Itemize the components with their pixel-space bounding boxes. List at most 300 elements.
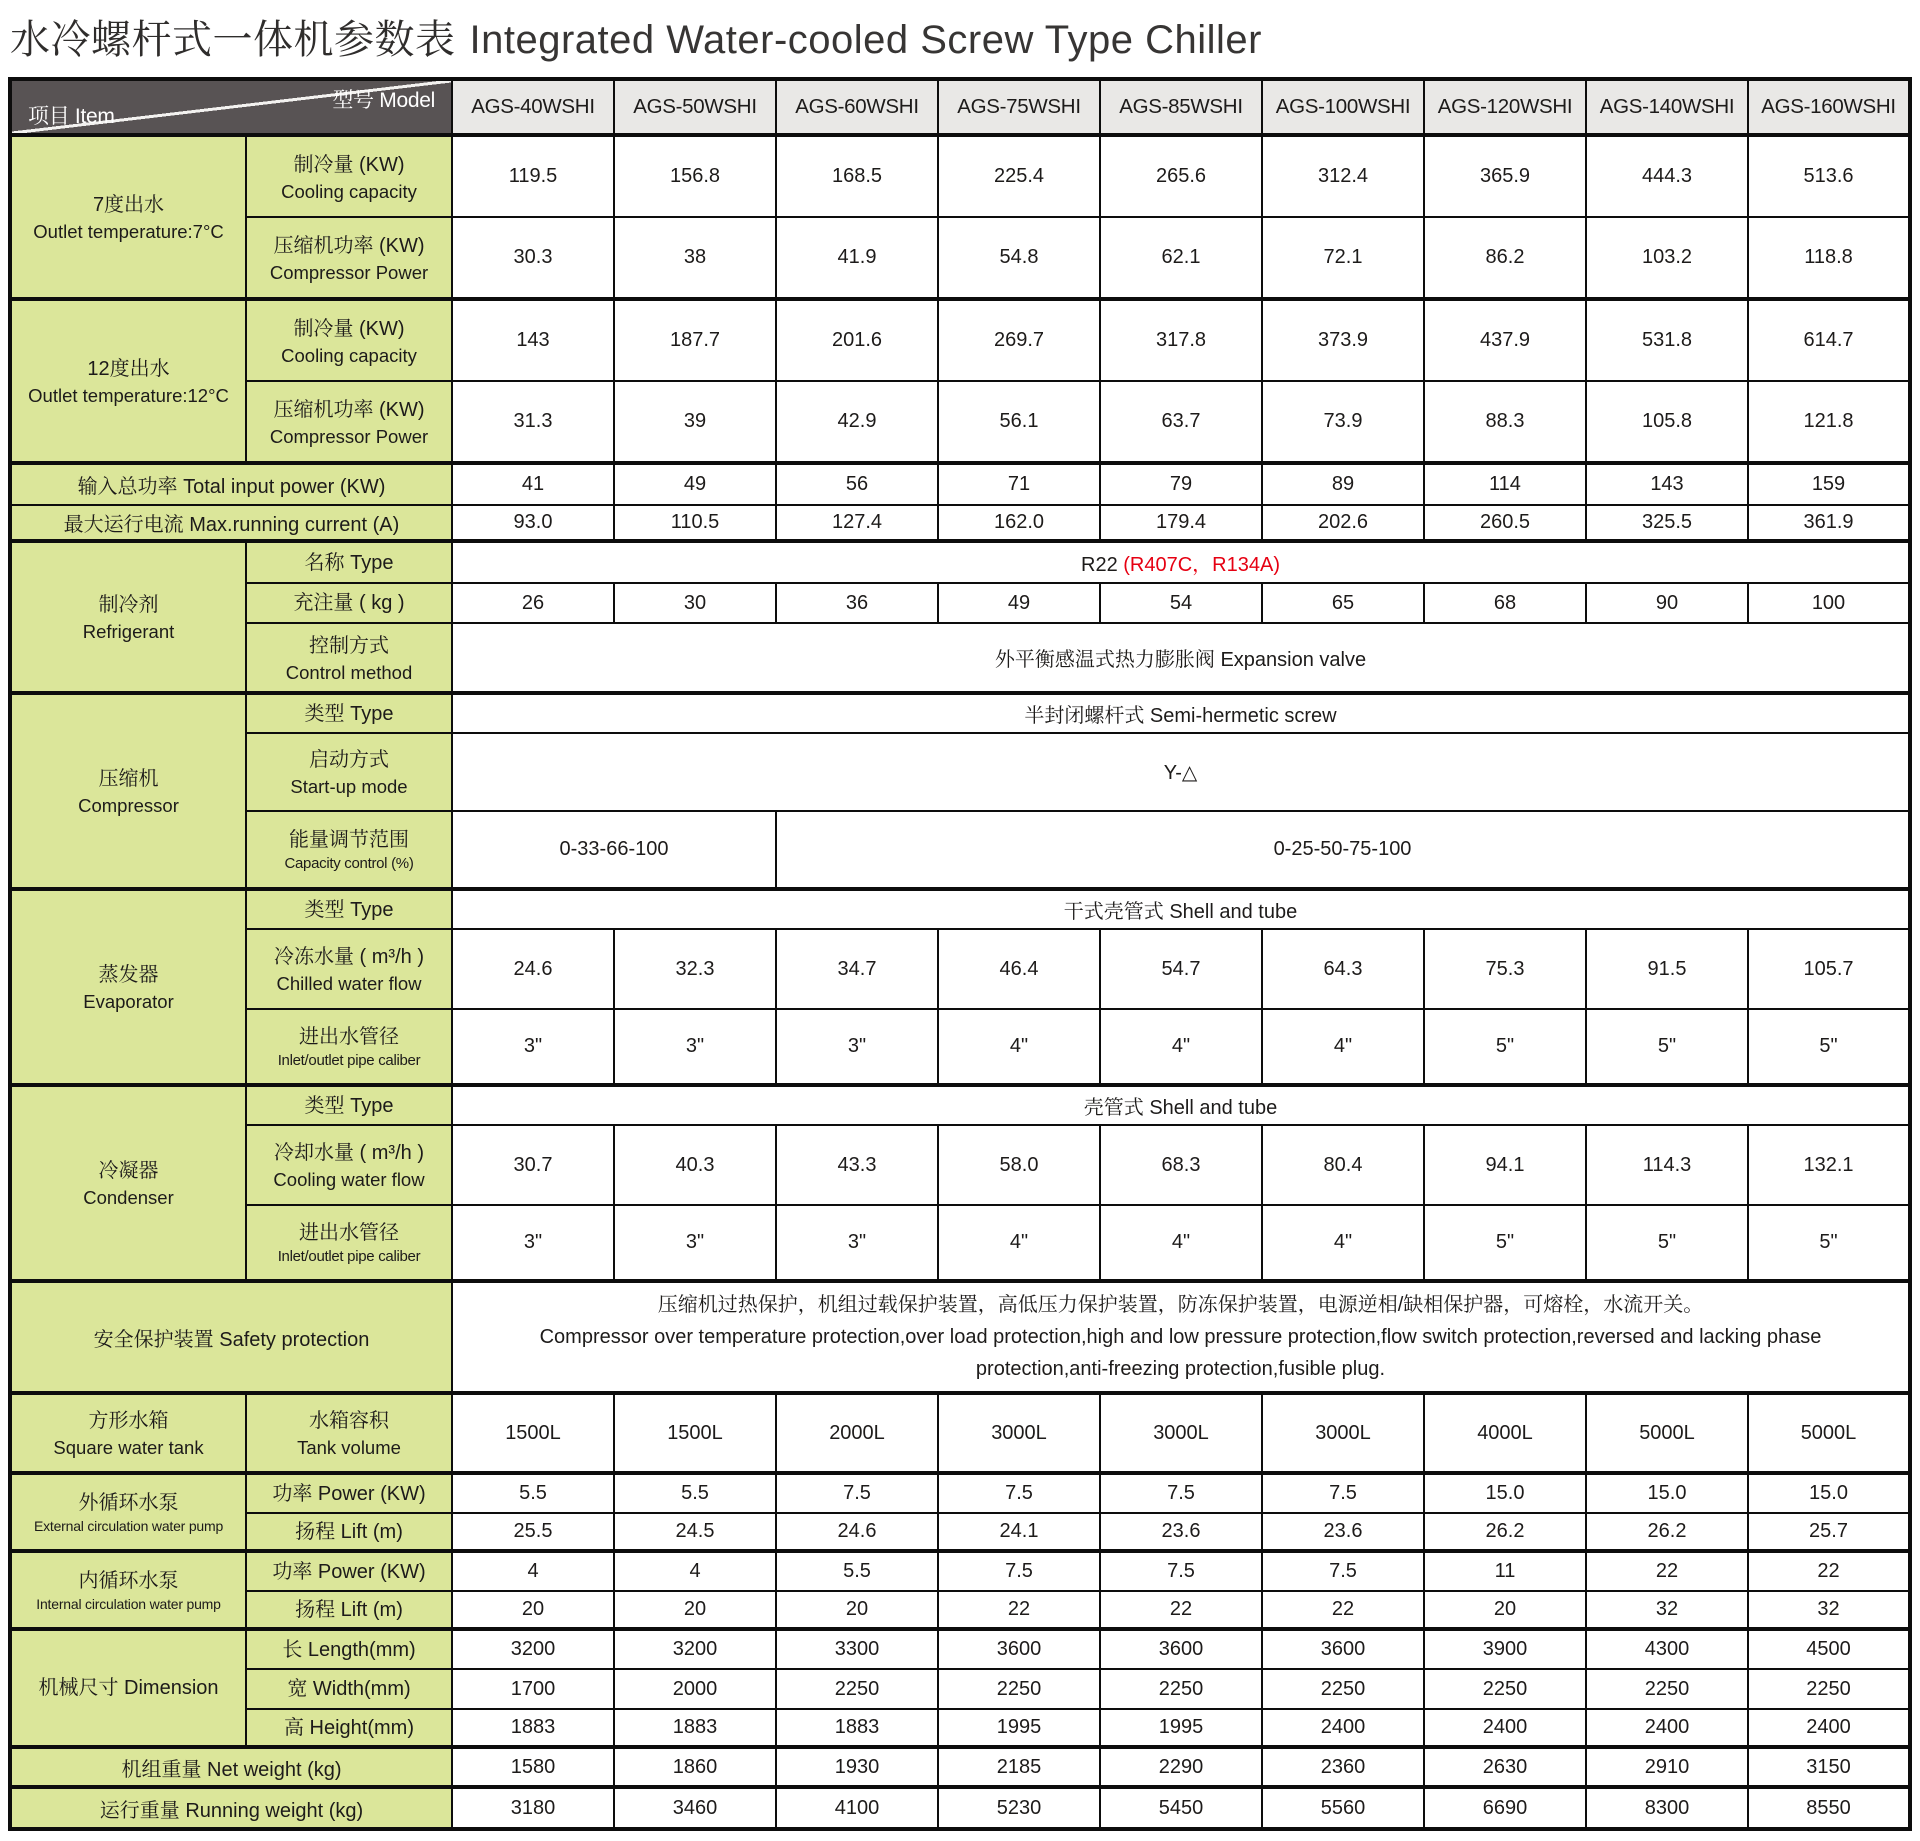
value-cell: 187.7	[614, 299, 776, 381]
value-cell: 26.2	[1424, 1513, 1586, 1551]
value-cell: 2250	[938, 1669, 1100, 1709]
table-row	[10, 889, 1910, 929]
value-cell: 2250	[1586, 1669, 1748, 1709]
model-header: AGS-160WSHI	[1748, 79, 1910, 135]
value-cell: 179.4	[1100, 505, 1262, 541]
value-cell: 半封闭螺杆式 Semi-hermetic screw	[452, 693, 1910, 733]
value-cell: 22	[1262, 1591, 1424, 1629]
value-cell: 86.2	[1424, 217, 1586, 299]
item-group-label	[10, 135, 246, 299]
value-cell: 2250	[776, 1669, 938, 1709]
value-cell: 5.5	[614, 1473, 776, 1513]
sub-label-zh: 制冷量 (KW)	[293, 317, 405, 340]
value-cell: 75.3	[1424, 929, 1586, 1009]
value-cell: 156.8	[614, 135, 776, 217]
value-cell: 64.3	[1262, 929, 1424, 1009]
item-label: 运行重量 Running weight (kg)	[10, 1787, 452, 1829]
sub-label-zh: 名称 Type	[304, 551, 394, 574]
sub-label-zh: 启动方式	[309, 749, 389, 772]
value-cell: 6690	[1424, 1787, 1586, 1829]
sub-label-en: Compressor Power	[269, 425, 429, 447]
value-cell: 5230	[938, 1787, 1100, 1829]
value-cell: 56	[776, 463, 938, 505]
value-cell: 531.8	[1586, 299, 1748, 381]
item-sub-label	[246, 381, 452, 463]
value-cell: 49	[938, 583, 1100, 623]
spec-table-body	[10, 135, 1910, 1829]
table-row	[10, 1205, 1910, 1281]
value-cell: 1883	[776, 1709, 938, 1747]
sub-label-zh: 功率 Power (KW)	[272, 1560, 426, 1583]
page-title-zh: 水冷螺杆式一体机参数表	[10, 18, 456, 62]
table-row	[10, 1513, 1910, 1551]
group-label-en: Evaporator	[83, 991, 174, 1013]
spec-table	[8, 77, 1912, 1831]
value-part: R22	[1081, 554, 1124, 576]
value-cell: 23.6	[1262, 1513, 1424, 1551]
sub-label-zh: 进出水管径	[299, 1222, 399, 1245]
sub-label-zh: 扬程 Lift (m)	[295, 1598, 403, 1621]
value-cell: 7.5	[1100, 1551, 1262, 1591]
value-cell: 62.1	[1100, 217, 1262, 299]
value-cell: 68	[1424, 583, 1586, 623]
value-cell: 143	[452, 299, 614, 381]
table-row	[10, 1709, 1910, 1747]
value-cell: 2400	[1748, 1709, 1910, 1747]
sub-label-en: Inlet/outlet pipe caliber	[277, 1248, 421, 1266]
value-line: 压缩机过热保护，机组过载保护装置，高低压力保护装置，防冻保护装置，电源逆相/缺相保护器，可熔栓，水流开关。	[657, 1294, 1704, 1316]
sub-label-zh: 压缩机功率 (KW)	[273, 234, 425, 257]
table-row	[10, 299, 1910, 381]
value-cell: Y-△	[452, 733, 1910, 811]
item-group-label	[10, 1085, 246, 1281]
value-cell: 2000	[614, 1669, 776, 1709]
value-cell: 41	[452, 463, 614, 505]
value-cell: 437.9	[1424, 299, 1586, 381]
value-cell: 7.5	[1100, 1473, 1262, 1513]
table-row	[10, 505, 1910, 541]
sub-label-zh: 宽 Width(mm)	[287, 1678, 411, 1700]
item-sub-label	[246, 299, 452, 381]
value-cell: 2630	[1424, 1747, 1586, 1787]
value-cell: 90	[1586, 583, 1748, 623]
item-group-label	[10, 1629, 246, 1747]
table-row	[10, 1009, 1910, 1085]
table-row	[10, 623, 1910, 693]
value-cell: 114	[1424, 463, 1586, 505]
sub-label-en: Capacity control (%)	[284, 855, 414, 873]
value-cell: 5"	[1586, 1205, 1748, 1281]
sub-label-zh: 冷冻水量 ( m³/h )	[274, 946, 424, 969]
group-label-zh: 12度出水	[87, 358, 170, 381]
group-label-en: Square water tank	[53, 1437, 204, 1459]
value-cell: 2250	[1262, 1669, 1424, 1709]
value-cell: 22	[938, 1591, 1100, 1629]
value-cell: 15.0	[1424, 1473, 1586, 1513]
sub-label-en: Chilled water flow	[276, 973, 422, 995]
value-cell: 100	[1748, 583, 1910, 623]
table-row	[10, 733, 1910, 811]
model-header: AGS-60WSHI	[776, 79, 938, 135]
value-cell: 7.5	[1262, 1551, 1424, 1591]
value-cell: 1883	[452, 1709, 614, 1747]
value-cell: 80.4	[1262, 1125, 1424, 1205]
table-row	[10, 1551, 1910, 1591]
value-cell: 260.5	[1424, 505, 1586, 541]
item-label: 机组重量 Net weight (kg)	[10, 1747, 452, 1787]
value-cell: 79	[1100, 463, 1262, 505]
value-cell: 20	[776, 1591, 938, 1629]
value-cell: 58.0	[938, 1125, 1100, 1205]
model-header: AGS-50WSHI	[614, 79, 776, 135]
value-cell: 5.5	[776, 1551, 938, 1591]
model-header: AGS-120WSHI	[1424, 79, 1586, 135]
value-cell: 2910	[1586, 1747, 1748, 1787]
sub-label-en: Cooling capacity	[281, 344, 417, 366]
value-cell: 54.8	[938, 217, 1100, 299]
value-cell: 119.5	[452, 135, 614, 217]
group-label-en: Outlet temperature:7°C	[33, 221, 224, 243]
value-cell: 3200	[614, 1629, 776, 1669]
value-cell: 24.5	[614, 1513, 776, 1551]
value-cell: 68.3	[1100, 1125, 1262, 1205]
corner-header-cell	[10, 79, 452, 135]
model-header: AGS-100WSHI	[1262, 79, 1424, 135]
value-cell: 7.5	[938, 1473, 1100, 1513]
item-sub-label	[246, 583, 452, 623]
value-cell: 11	[1424, 1551, 1586, 1591]
value-cell: 269.7	[938, 299, 1100, 381]
value-cell: 4	[452, 1551, 614, 1591]
model-header: AGS-140WSHI	[1586, 79, 1748, 135]
value-cell: 2400	[1586, 1709, 1748, 1747]
value-cell: 25.5	[452, 1513, 614, 1551]
value-cell: 103.2	[1586, 217, 1748, 299]
table-row	[10, 1669, 1910, 1709]
table-row	[10, 811, 1910, 889]
value-cell: 40.3	[614, 1125, 776, 1205]
item-label: 最大运行电流 Max.running current (A)	[10, 505, 452, 541]
value-cell: 30.3	[452, 217, 614, 299]
model-header: AGS-40WSHI	[452, 79, 614, 135]
value-cell: 201.6	[776, 299, 938, 381]
value-cell: 32	[1586, 1591, 1748, 1629]
value-cell: 1995	[1100, 1709, 1262, 1747]
model-header: AGS-85WSHI	[1100, 79, 1262, 135]
value-cell	[452, 1281, 1910, 1393]
value-cell: 1500L	[452, 1393, 614, 1473]
value-cell: 0-33-66-100	[452, 811, 776, 889]
value-cell: 20	[1424, 1591, 1586, 1629]
table-row	[10, 1125, 1910, 1205]
table-row	[10, 1281, 1910, 1393]
item-sub-label	[246, 929, 452, 1009]
value-cell: 外平衡感温式热力膨胀阀 Expansion valve	[452, 623, 1910, 693]
value-cell: 3900	[1424, 1629, 1586, 1669]
value-part-red: (R407C，R134A)	[1123, 554, 1280, 576]
value-cell: 121.8	[1748, 381, 1910, 463]
item-sub-label	[246, 541, 452, 583]
table-row	[10, 1591, 1910, 1629]
group-label-en: Internal circulation water pump	[36, 1596, 221, 1613]
value-cell: 7.5	[776, 1473, 938, 1513]
value-cell: 3600	[938, 1629, 1100, 1669]
sub-label-zh: 充注量 ( kg )	[293, 592, 405, 614]
table-row	[10, 217, 1910, 299]
item-sub-label	[246, 1125, 452, 1205]
item-sub-label	[246, 1393, 452, 1473]
value-cell: 5450	[1100, 1787, 1262, 1829]
item-sub-label	[246, 1629, 452, 1669]
item-group-label	[10, 1473, 246, 1551]
sub-label-en: Inlet/outlet pipe caliber	[277, 1052, 421, 1070]
value-cell: 22	[1586, 1551, 1748, 1591]
table-row	[10, 1747, 1910, 1787]
value-cell: 162.0	[938, 505, 1100, 541]
item-sub-label	[246, 135, 452, 217]
value-cell: 30	[614, 583, 776, 623]
value-cell: 1500L	[614, 1393, 776, 1473]
sub-label-zh: 扬程 Lift (m)	[295, 1520, 403, 1543]
value-cell: 5"	[1586, 1009, 1748, 1085]
value-cell: 444.3	[1586, 135, 1748, 217]
group-label-zh: 方形水箱	[88, 1410, 169, 1433]
value-cell: 22	[1100, 1591, 1262, 1629]
value-cell: 105.7	[1748, 929, 1910, 1009]
value-cell: 54.7	[1100, 929, 1262, 1009]
value-cell: 93.0	[452, 505, 614, 541]
value-cell: 5"	[1748, 1205, 1910, 1281]
table-row	[10, 463, 1910, 505]
sub-label-en: Control method	[285, 661, 413, 683]
value-cell: 7.5	[938, 1551, 1100, 1591]
value-cell: 3150	[1748, 1747, 1910, 1787]
value-cell: 361.9	[1748, 505, 1910, 541]
value-cell: 4"	[1262, 1009, 1424, 1085]
value-cell: 118.8	[1748, 217, 1910, 299]
value-cell: 2290	[1100, 1747, 1262, 1787]
item-sub-label	[246, 889, 452, 929]
value-cell: 38	[614, 217, 776, 299]
group-label-en: Outlet temperature:12°C	[28, 385, 229, 407]
value-cell: 7.5	[1262, 1473, 1424, 1513]
value-cell: 513.6	[1748, 135, 1910, 217]
value-cell: 4100	[776, 1787, 938, 1829]
value-cell: 3460	[614, 1787, 776, 1829]
table-row	[10, 381, 1910, 463]
group-label-zh: 内循环水泵	[78, 1570, 179, 1593]
item-sub-label	[246, 1709, 452, 1747]
value-cell: 8550	[1748, 1787, 1910, 1829]
value-cell: 4	[614, 1551, 776, 1591]
group-label-en: Refrigerant	[82, 621, 175, 643]
value-cell: 114.3	[1586, 1125, 1748, 1205]
item-label: 输入总功率 Total input power (KW)	[10, 463, 452, 505]
value-cell: 3000L	[1262, 1393, 1424, 1473]
group-label-zh: 蒸发器	[98, 964, 159, 987]
value-cell: 1700	[452, 1669, 614, 1709]
group-label-zh: 7度出水	[92, 194, 165, 217]
value-cell: 127.4	[776, 505, 938, 541]
value-line: Compressor over temperature protection,over load protection,high and low pressure protection,flow switch protection,reversed and lacking phase protection,anti-freezing protection,fusible plug.	[539, 1326, 1822, 1380]
value-cell: 4000L	[1424, 1393, 1586, 1473]
value-cell: 312.4	[1262, 135, 1424, 217]
value-cell: 2360	[1262, 1747, 1424, 1787]
value-cell: 1883	[614, 1709, 776, 1747]
value-cell: 8300	[1586, 1787, 1748, 1829]
item-group-label	[10, 299, 246, 463]
value-cell: 3300	[776, 1629, 938, 1669]
value-cell: 110.5	[614, 505, 776, 541]
value-cell: 49	[614, 463, 776, 505]
value-cell: 4"	[938, 1009, 1100, 1085]
value-cell: 373.9	[1262, 299, 1424, 381]
group-label-zh: 机械尺寸 Dimension	[38, 1677, 219, 1699]
group-label-zh: 压缩机	[98, 768, 159, 791]
value-cell: 23.6	[1100, 1513, 1262, 1551]
sub-label-en: Start-up mode	[290, 776, 408, 798]
item-header-label: 项目 Item	[28, 105, 115, 128]
item-sub-label	[246, 1551, 452, 1591]
value-cell: 132.1	[1748, 1125, 1910, 1205]
value-cell: 91.5	[1586, 929, 1748, 1009]
value-cell: 25.7	[1748, 1513, 1910, 1551]
item-sub-label	[246, 1669, 452, 1709]
sub-label-zh: 类型 Type	[304, 702, 394, 725]
value-cell: 32.3	[614, 929, 776, 1009]
group-label-en: Compressor	[78, 795, 179, 817]
sub-label-en: Compressor Power	[269, 261, 429, 283]
item-group-label	[10, 1393, 246, 1473]
value-cell: 20	[614, 1591, 776, 1629]
value-cell: 26.2	[1586, 1513, 1748, 1551]
value-cell: 1995	[938, 1709, 1100, 1747]
sub-label-zh: 冷却水量 ( m³/h )	[274, 1142, 424, 1165]
item-sub-label	[246, 623, 452, 693]
value-cell: 2400	[1262, 1709, 1424, 1747]
value-cell: 32	[1748, 1591, 1910, 1629]
value-cell: 1580	[452, 1747, 614, 1787]
value-cell: 3600	[1100, 1629, 1262, 1669]
value-cell: 36	[776, 583, 938, 623]
page-title-en: Integrated Water-cooled Screw Type Chiller	[469, 18, 1262, 62]
value-cell: 2250	[1100, 1669, 1262, 1709]
item-group-label	[10, 1551, 246, 1629]
value-cell: 5560	[1262, 1787, 1424, 1829]
value-cell: 30.7	[452, 1125, 614, 1205]
value-cell: 3180	[452, 1787, 614, 1829]
item-sub-label	[246, 811, 452, 889]
value-cell	[452, 541, 1910, 583]
group-label-zh: 外循环水泵	[78, 1492, 179, 1515]
value-cell: 15.0	[1586, 1473, 1748, 1513]
item-group-label	[10, 693, 246, 889]
table-row	[10, 135, 1910, 217]
sub-label-zh: 类型 Type	[304, 1094, 394, 1117]
value-cell: 65	[1262, 583, 1424, 623]
value-cell: 88.3	[1424, 381, 1586, 463]
value-cell: 24.1	[938, 1513, 1100, 1551]
value-cell: 3000L	[1100, 1393, 1262, 1473]
spec-table-wrapper	[0, 77, 1920, 1841]
value-cell: 202.6	[1262, 505, 1424, 541]
item-sub-label	[246, 1473, 452, 1513]
value-cell: 42.9	[776, 381, 938, 463]
value-cell: 4500	[1748, 1629, 1910, 1669]
value-cell: 5.5	[452, 1473, 614, 1513]
item-sub-label	[246, 1009, 452, 1085]
value-cell: 71	[938, 463, 1100, 505]
page-title	[0, 0, 1920, 77]
value-cell: 干式壳管式 Shell and tube	[452, 889, 1910, 929]
value-cell: 46.4	[938, 929, 1100, 1009]
value-cell: 365.9	[1424, 135, 1586, 217]
value-cell: 325.5	[1586, 505, 1748, 541]
item-sub-label	[246, 217, 452, 299]
value-cell: 63.7	[1100, 381, 1262, 463]
value-cell: 31.3	[452, 381, 614, 463]
group-label-en: Condenser	[83, 1187, 174, 1209]
sub-label-zh: 压缩机功率 (KW)	[273, 398, 425, 421]
sub-label-zh: 能量调节范围	[289, 829, 409, 852]
value-cell: 5"	[1424, 1205, 1586, 1281]
value-cell: 3"	[776, 1205, 938, 1281]
model-header-row	[10, 79, 1910, 135]
value-cell: 168.5	[776, 135, 938, 217]
sub-label-zh: 长 Length(mm)	[282, 1638, 416, 1661]
group-label-zh: 制冷剂	[98, 594, 159, 617]
value-cell: 2250	[1424, 1669, 1586, 1709]
value-cell: 3"	[776, 1009, 938, 1085]
value-cell: 94.1	[1424, 1125, 1586, 1205]
sub-label-zh: 进出水管径	[299, 1026, 399, 1049]
group-label-zh: 冷凝器	[98, 1160, 159, 1183]
value-cell: 0-25-50-75-100	[776, 811, 1910, 889]
value-cell: 3"	[614, 1205, 776, 1281]
table-row	[10, 693, 1910, 733]
sub-label-en: Tank volume	[297, 1437, 401, 1459]
table-row	[10, 583, 1910, 623]
value-cell: 3"	[452, 1009, 614, 1085]
item-sub-label	[246, 1513, 452, 1551]
value-cell: 72.1	[1262, 217, 1424, 299]
value-cell: 3000L	[938, 1393, 1100, 1473]
value-cell: 壳管式 Shell and tube	[452, 1085, 1910, 1125]
table-row	[10, 929, 1910, 1009]
model-header-label: 型号 Model	[332, 89, 435, 112]
value-cell: 24.6	[776, 1513, 938, 1551]
sub-label-zh: 类型 Type	[304, 898, 394, 921]
value-cell: 4"	[1100, 1009, 1262, 1085]
table-row	[10, 541, 1910, 583]
value-cell: 4"	[1262, 1205, 1424, 1281]
item-sub-label	[246, 693, 452, 733]
value-cell: 15.0	[1748, 1473, 1910, 1513]
table-row	[10, 1393, 1910, 1473]
value-cell: 5"	[1748, 1009, 1910, 1085]
value-cell: 4300	[1586, 1629, 1748, 1669]
value-cell: 3600	[1262, 1629, 1424, 1669]
value-cell: 317.8	[1100, 299, 1262, 381]
value-cell: 1860	[614, 1747, 776, 1787]
table-row	[10, 1473, 1910, 1513]
model-header: AGS-75WSHI	[938, 79, 1100, 135]
sub-label-zh: 高 Height(mm)	[283, 1716, 414, 1739]
item-sub-label	[246, 1591, 452, 1629]
group-label-en: External circulation water pump	[33, 1518, 224, 1535]
sub-label-zh: 水箱容积	[309, 1410, 389, 1433]
item-sub-label	[246, 1205, 452, 1281]
